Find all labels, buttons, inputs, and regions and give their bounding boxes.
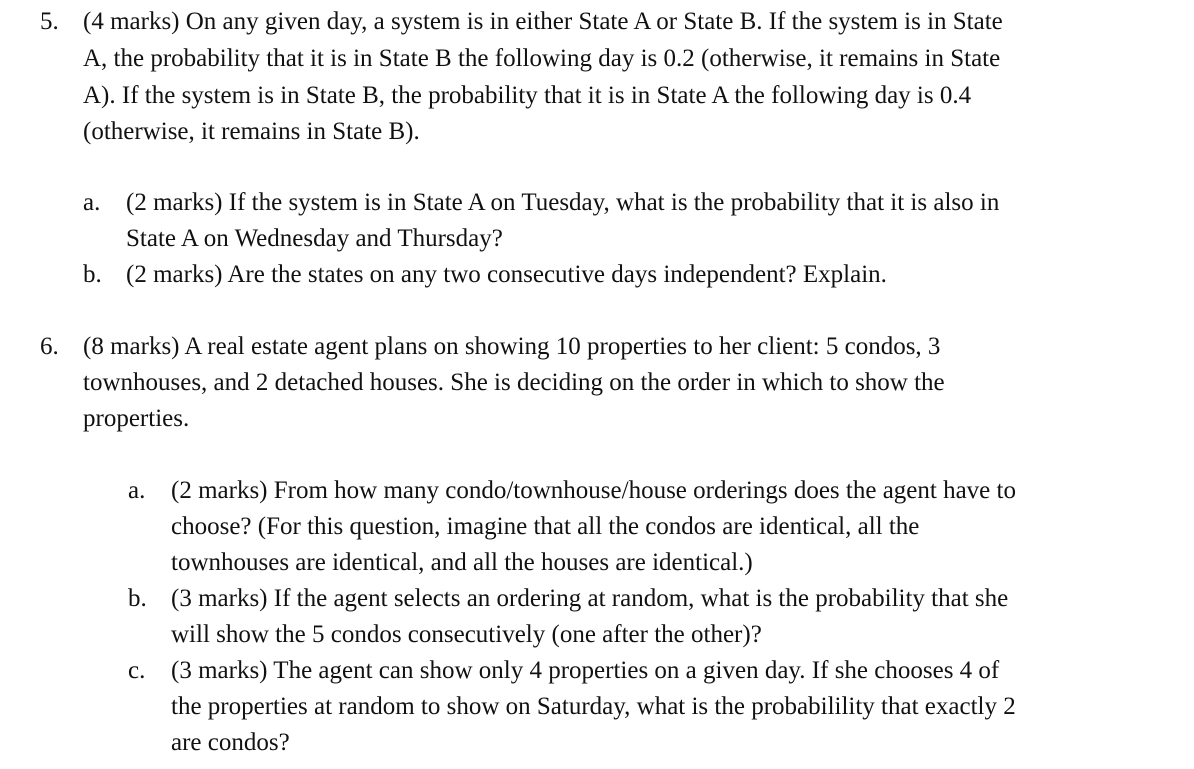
question-6-part-c-line-3: are condos? bbox=[171, 729, 290, 756]
question-5-part-a-line-2: State A on Wednesday and Thursday? bbox=[126, 225, 503, 252]
question-6-part-a-line-2: choose? (For this question, imagine that all the condos are identical, all the bbox=[171, 513, 920, 540]
question-6-part-b-label: b. bbox=[128, 585, 147, 612]
question-5-number: 5. bbox=[40, 8, 59, 35]
question-5-text-line-1: (4 marks) On any given day, a system is in either State A or State B. If the system is in State bbox=[83, 8, 1003, 35]
question-6-part-c-line-1: (3 marks) The agent can show only 4 properties on a given day. If she chooses 4 of bbox=[171, 657, 1000, 684]
question-6-part-a-line-3: townhouses are identical, and all the houses are identical.) bbox=[171, 549, 753, 576]
question-5-part-a-line-1: (2 marks) If the system is in State A on Tuesday, what is the probability that it is also in bbox=[126, 189, 1000, 216]
question-6-part-c-label: c. bbox=[128, 657, 146, 684]
question-5-text-line-4: (otherwise, it remains in State B). bbox=[83, 118, 420, 145]
question-5-part-b-line-1: (2 marks) Are the states on any two consecutive days independent? Explain. bbox=[126, 261, 887, 288]
question-6-text-line-1: (8 marks) A real estate agent plans on showing 10 properties to her client: 5 condos, 3 bbox=[83, 333, 941, 360]
question-6-part-c-line-2: the properties at random to show on Saturday, what is the probabilility that exactly 2 bbox=[171, 693, 1016, 720]
question-6-text-line-2: townhouses, and 2 detached houses. She is deciding on the order in which to show the bbox=[83, 369, 945, 396]
question-5-part-b-label: b. bbox=[83, 261, 102, 288]
question-6-text-line-3: properties. bbox=[83, 405, 190, 432]
question-6-part-b-line-2: will show the 5 condos consecutively (one after the other)? bbox=[171, 621, 762, 648]
question-6-part-b-line-1: (3 marks) If the agent selects an ordering at random, what is the probability that she bbox=[171, 585, 1009, 612]
question-6-part-a-line-1: (2 marks) From how many condo/townhouse/house orderings does the agent have to bbox=[171, 477, 1016, 504]
question-5-text-line-3: A). If the system is in State B, the probability that it is in State A the following day is 0.4 bbox=[83, 82, 972, 109]
question-5-part-a-label: a. bbox=[83, 189, 101, 216]
question-5-text-line-2: A, the probability that it is in State B the following day is 0.2 (otherwise, it remains in State bbox=[83, 45, 1001, 72]
question-6-part-a-label: a. bbox=[128, 477, 146, 504]
question-6-number: 6. bbox=[40, 333, 59, 360]
